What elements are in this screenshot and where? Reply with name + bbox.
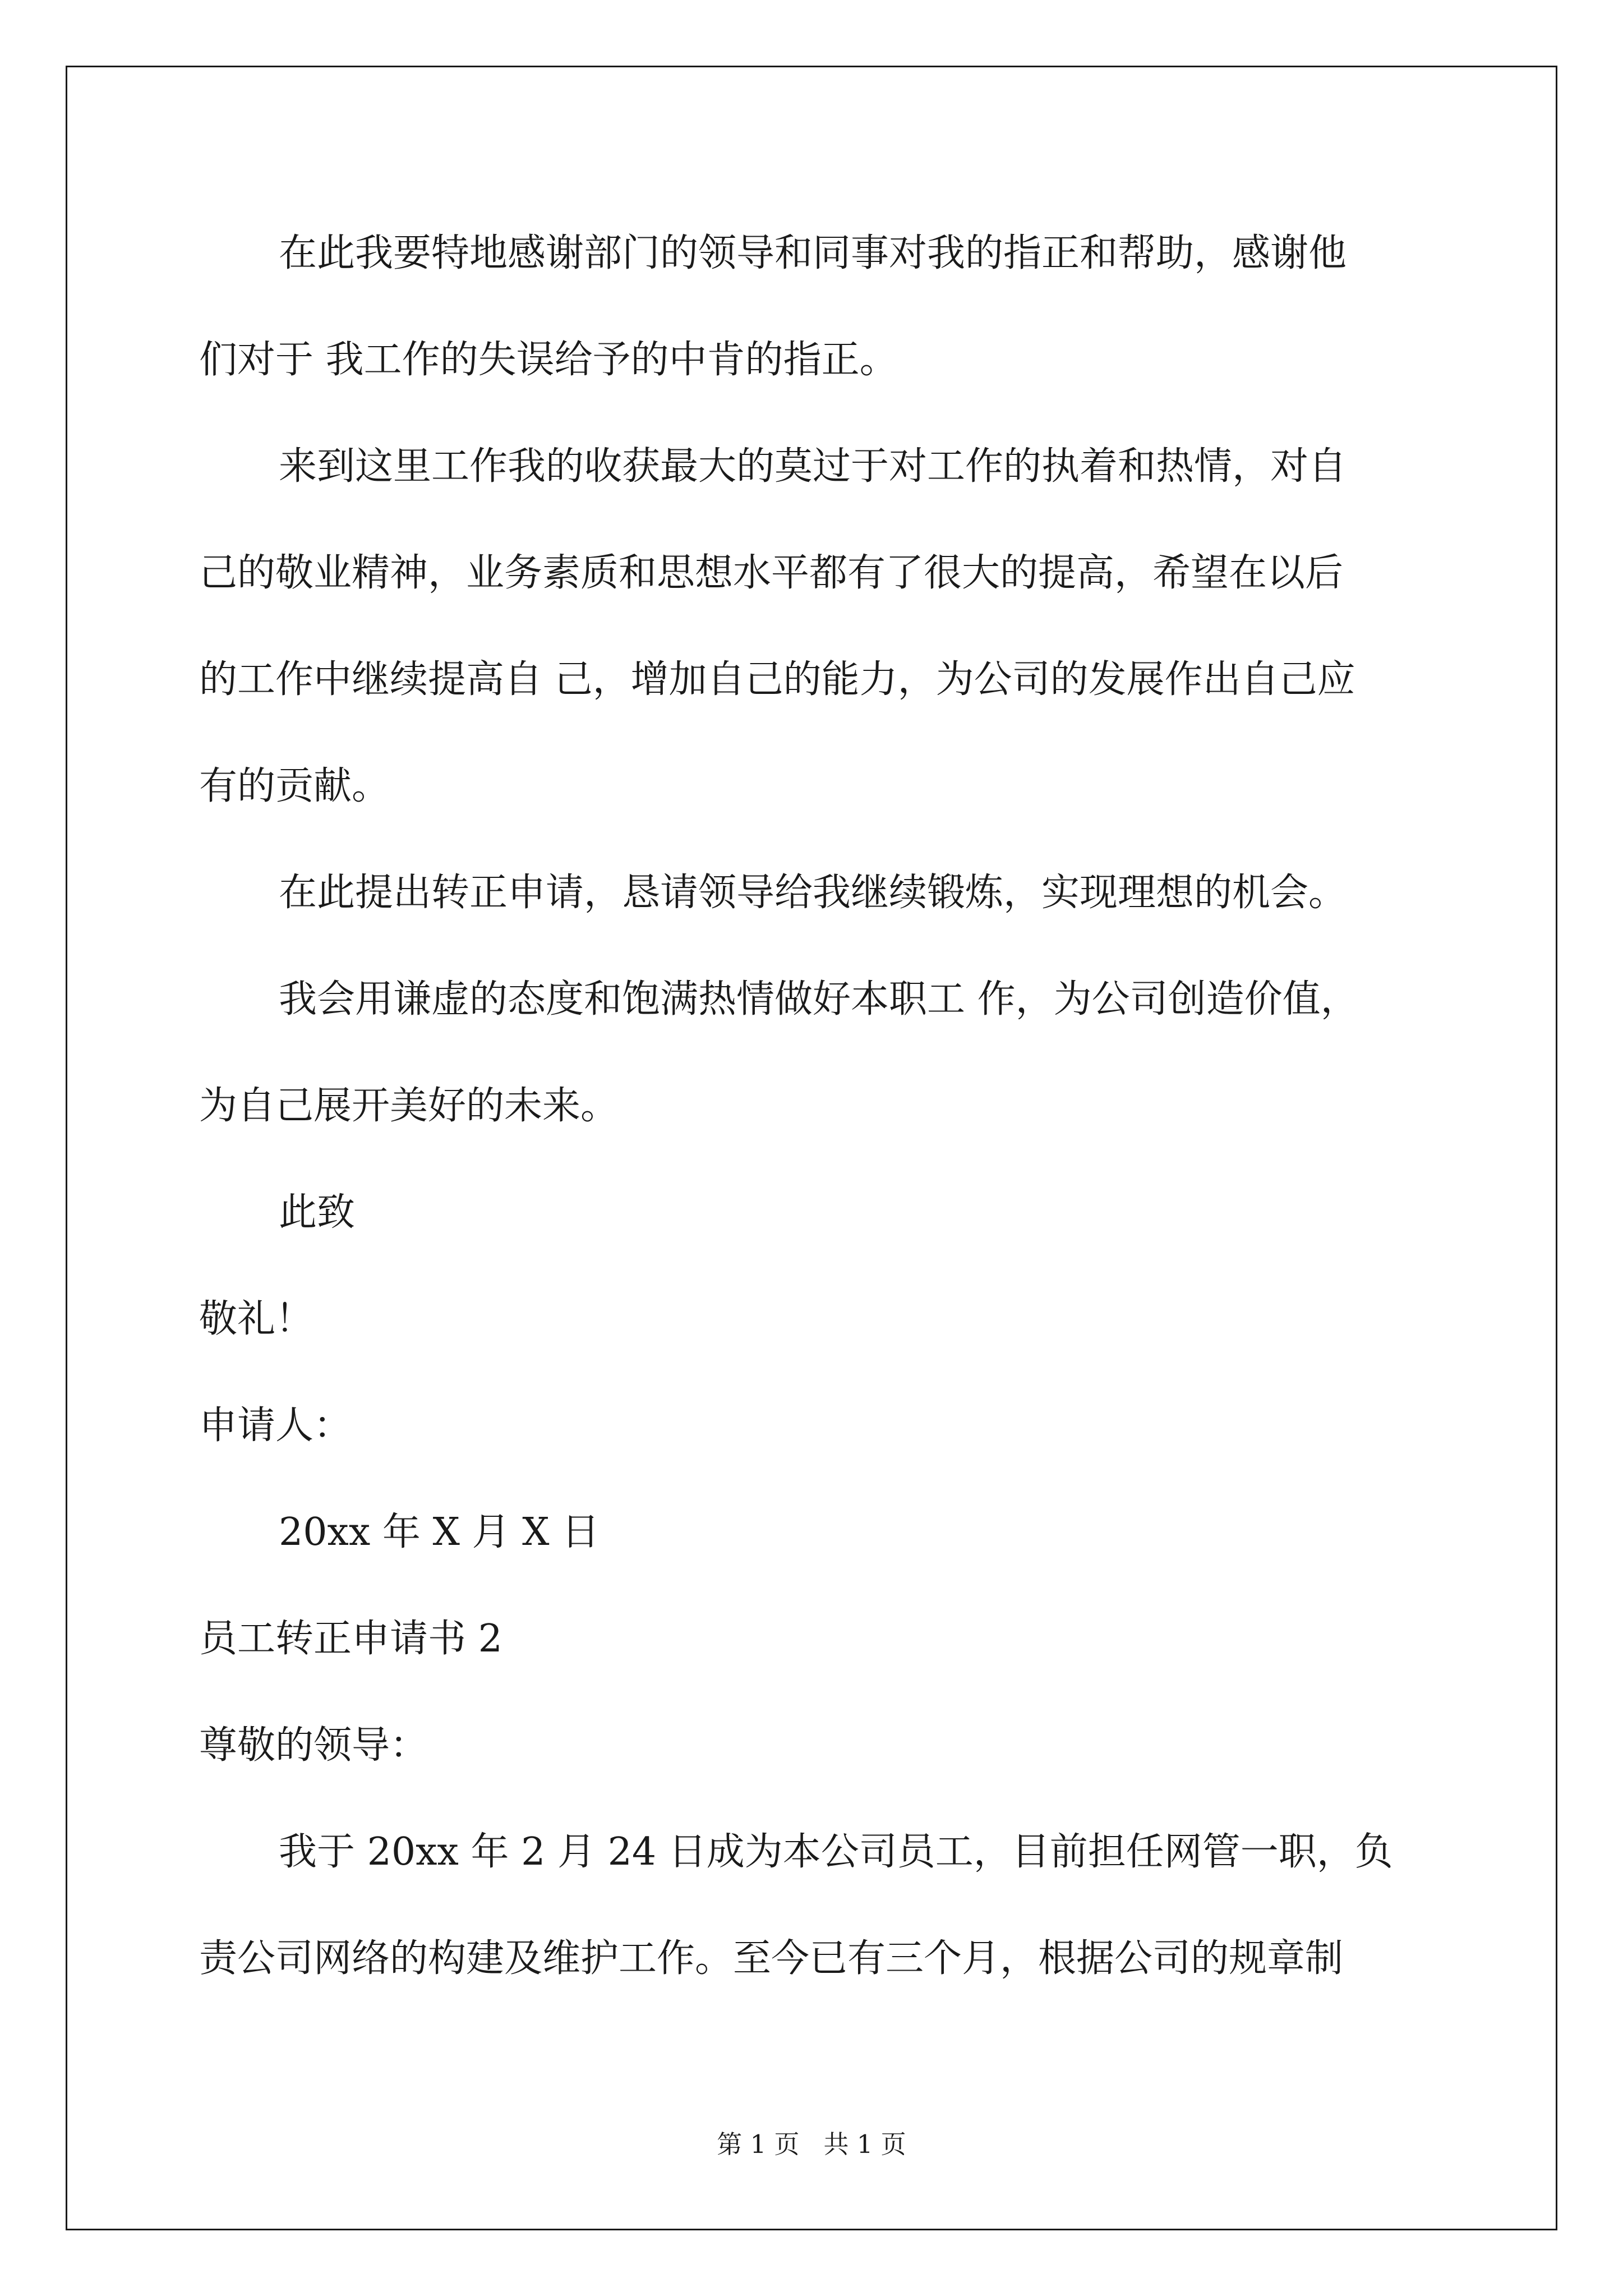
paragraph-line: 来到这里工作我的收获最大的莫过于对工作的执着和热情，对自 bbox=[279, 444, 1347, 489]
paragraph-line: 我会用谦虚的态度和饱满热情做好本职工 作，为公司创造价值， bbox=[279, 977, 1359, 1022]
paragraph-line: 在此我要特地感谢部门的领导和同事对我的指正和帮助，感谢他 bbox=[279, 231, 1347, 275]
paragraph-line: 己的敬业精神，业务素质和思想水平都有了很大的提高，希望在以后 bbox=[199, 551, 1344, 595]
paragraph-line: 为自己展开美好的未来。 bbox=[199, 1084, 619, 1128]
page-border bbox=[66, 66, 1557, 2230]
greeting-text: 尊敬的领导： bbox=[199, 1723, 428, 1768]
paragraph-line: 的工作中继续提高自 己，增加自己的能力，为公司的发展作出自己应 bbox=[199, 657, 1355, 702]
section-title: 员工转正申请书 2 bbox=[199, 1617, 502, 1661]
applicant-label: 申请人： bbox=[199, 1404, 352, 1448]
paragraph-line: 在此提出转正申请，恳请领导给我继续锻炼，实现理想的机会。 bbox=[279, 871, 1347, 915]
paragraph-line: 有的贡献。 bbox=[199, 764, 390, 808]
paragraph-line: 我于 20xx 年 2 月 24 日成为本公司员工，目前担任网管一职，负 bbox=[279, 1830, 1393, 1874]
salutation-text: 敬礼！ bbox=[199, 1297, 314, 1341]
closing-text: 此致 bbox=[279, 1190, 356, 1235]
paragraph-line: 们对于 我工作的失误给予的中肯的指正。 bbox=[199, 338, 898, 382]
date-text: 20xx 年 X 月 X 日 bbox=[279, 1510, 600, 1554]
paragraph-line: 责公司网络的构建及维护工作。至今已有三个月，根据公司的规章制 bbox=[199, 1936, 1344, 1981]
page-footer: 第 1 页 共 1 页 bbox=[717, 2129, 906, 2159]
